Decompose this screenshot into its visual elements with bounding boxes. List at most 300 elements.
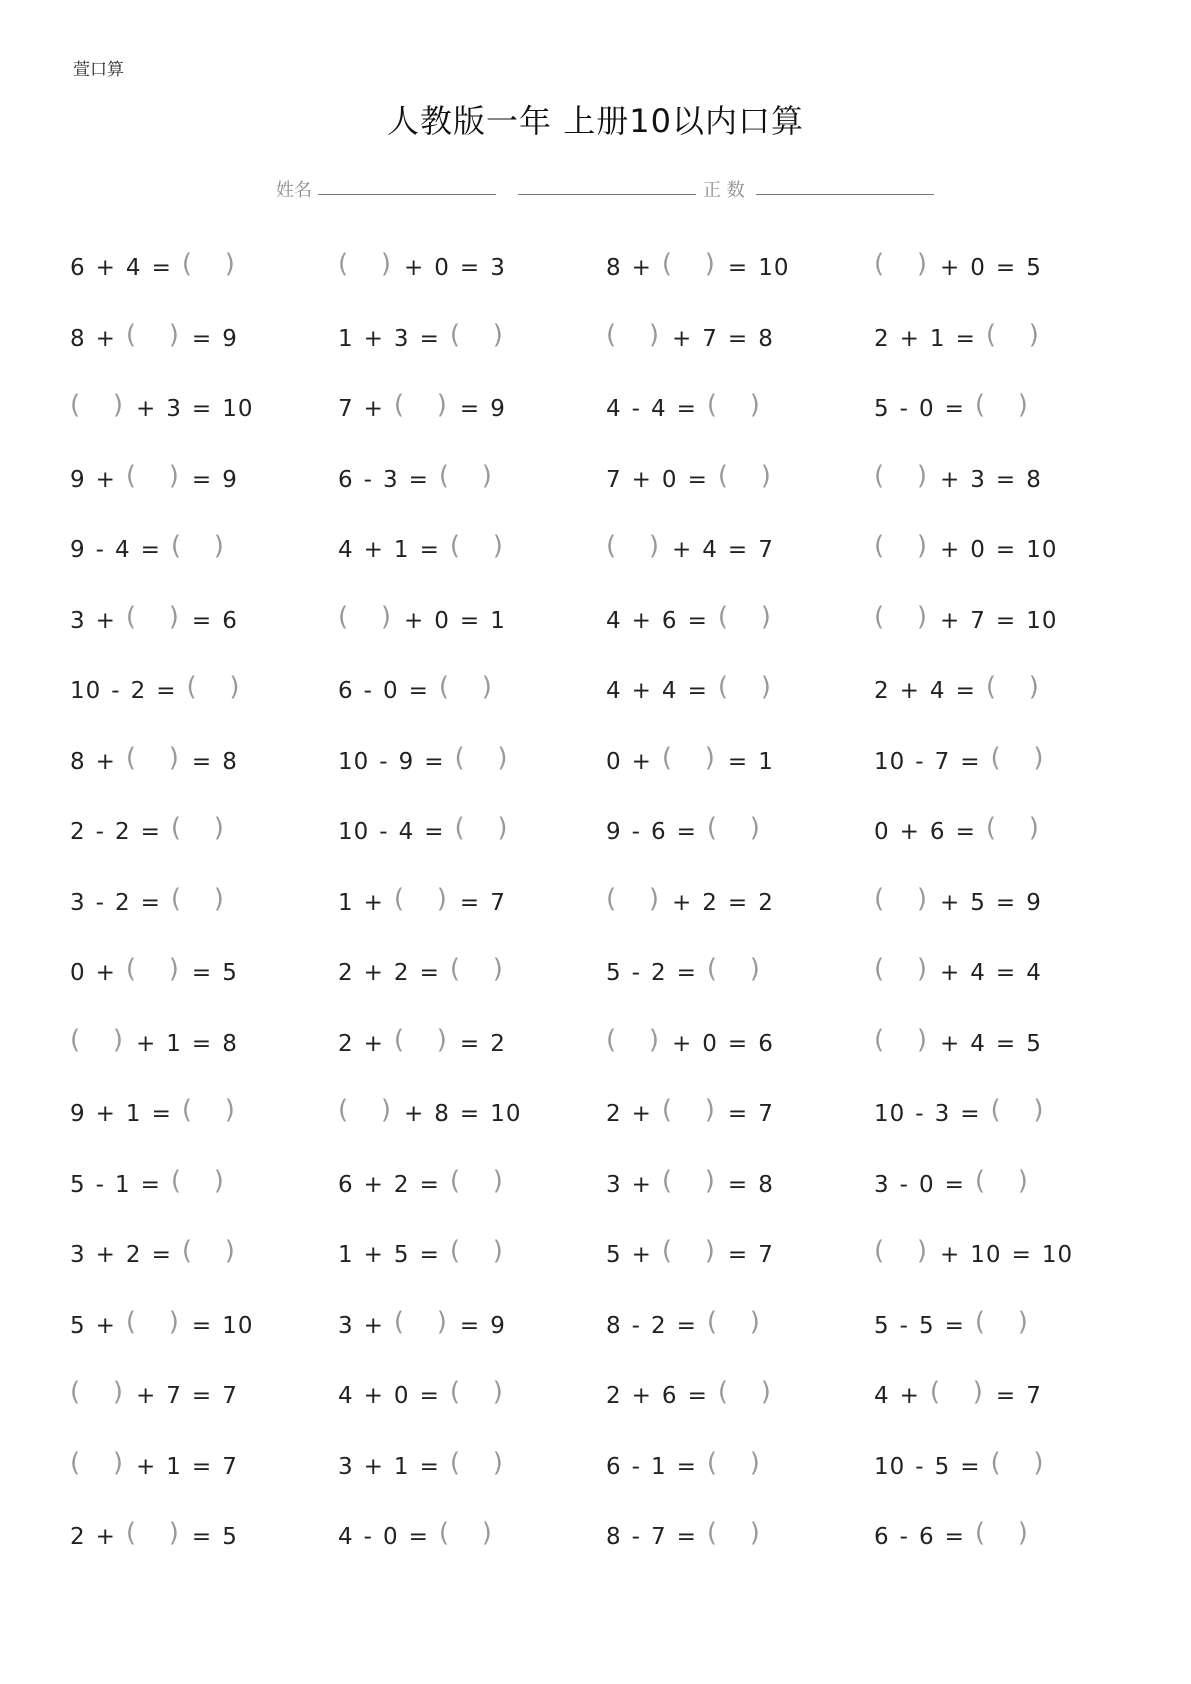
operator: +	[95, 960, 116, 986]
number: 7	[222, 1453, 238, 1480]
operator: +	[672, 889, 693, 916]
number: 2	[338, 960, 354, 986]
operator: =	[191, 1312, 213, 1339]
close-paren: )	[497, 742, 509, 773]
operator: +	[363, 1383, 384, 1409]
close-paren: )	[916, 531, 928, 561]
close-paren: )	[704, 742, 716, 773]
answer-blank[interactable]	[126, 461, 180, 491]
close-paren: )	[168, 742, 180, 773]
open-paren: (	[181, 1236, 193, 1266]
problem	[874, 319, 1052, 359]
problem	[70, 1235, 248, 1275]
operator: -	[631, 819, 641, 845]
open-paren: (	[974, 1165, 987, 1196]
problem-row	[70, 460, 1150, 531]
close-paren: )	[492, 1447, 504, 1478]
answer-blank[interactable]	[991, 1095, 1045, 1125]
operator: +	[940, 255, 961, 281]
answer-blank[interactable]	[171, 884, 225, 914]
operator: =	[995, 466, 1017, 493]
open-paren: (	[438, 1518, 451, 1548]
answer-blank[interactable]	[182, 1236, 236, 1266]
answer-blank[interactable]	[986, 320, 1040, 350]
number: 9	[398, 748, 415, 775]
operator: +	[363, 1030, 384, 1057]
close-paren: )	[492, 954, 504, 984]
problem	[338, 1235, 516, 1275]
close-paren: )	[749, 1518, 761, 1548]
number: 0	[393, 1383, 410, 1409]
operator: -	[379, 748, 389, 775]
answer-blank[interactable]	[707, 1307, 761, 1337]
problem	[874, 812, 1052, 852]
answer-blank[interactable]	[171, 813, 225, 843]
answer-blank[interactable]	[450, 1166, 504, 1196]
number: 0	[382, 1524, 399, 1550]
operator: =	[944, 1524, 965, 1550]
answer-blank[interactable]	[707, 954, 761, 984]
name-label: 姓名	[276, 180, 312, 201]
open-paren: (	[449, 531, 461, 561]
operator: -	[95, 819, 105, 845]
open-paren: (	[454, 813, 466, 843]
number: 8	[222, 748, 238, 775]
number: 4	[606, 678, 622, 704]
problem	[70, 1094, 248, 1134]
operator: =	[151, 1242, 172, 1268]
close-paren: )	[112, 1024, 124, 1055]
problem-row	[70, 530, 1150, 601]
header-tag: 萱口算	[73, 60, 124, 80]
operator: +	[363, 889, 384, 916]
answer-blank[interactable]	[874, 884, 928, 914]
operator: +	[136, 1383, 157, 1409]
number: 5	[393, 1242, 410, 1268]
number: 5	[970, 889, 986, 916]
open-paren: (	[338, 1095, 350, 1125]
number: 4	[398, 819, 415, 845]
number: 0	[970, 255, 986, 281]
number: 10	[338, 819, 370, 845]
operator: =	[419, 325, 440, 352]
problem	[70, 460, 248, 500]
answer-blank[interactable]	[126, 954, 180, 984]
problem	[70, 530, 237, 570]
answer-blank[interactable]	[707, 390, 761, 420]
answer-blank[interactable]	[707, 813, 761, 843]
answer-blank[interactable]	[439, 672, 493, 702]
answer-blank[interactable]	[874, 954, 928, 984]
number: 4	[338, 1383, 354, 1409]
problem-row	[70, 1235, 1150, 1306]
answer-blank[interactable]	[338, 602, 392, 632]
answer-blank[interactable]	[718, 1377, 772, 1407]
number: 5	[222, 1524, 238, 1550]
problem	[606, 389, 773, 429]
number: 6	[606, 1453, 622, 1480]
number: 2	[874, 325, 890, 352]
number: 8	[758, 325, 774, 352]
open-paren: (	[454, 742, 466, 773]
open-paren: (	[393, 1024, 406, 1055]
open-paren: (	[985, 813, 997, 843]
number: 3	[338, 1312, 354, 1339]
operator: =	[151, 255, 172, 281]
close-paren: )	[1017, 1518, 1029, 1548]
operator: =	[140, 537, 161, 563]
close-paren: )	[972, 1377, 984, 1407]
answer-blank[interactable]	[662, 1236, 716, 1266]
problem-row	[70, 1306, 1150, 1377]
operator: +	[136, 1030, 157, 1057]
answer-blank[interactable]	[450, 1236, 504, 1266]
operator: =	[727, 748, 749, 775]
number: 1	[125, 1101, 142, 1127]
answer-blank[interactable]	[394, 1307, 448, 1337]
answer-blank[interactable]	[662, 1166, 716, 1196]
operator: +	[899, 819, 920, 845]
operator: =	[995, 1030, 1017, 1057]
problem	[338, 1306, 516, 1346]
number: 3	[166, 396, 182, 422]
problem-row	[70, 1165, 1150, 1236]
open-paren: (	[706, 1518, 719, 1548]
problem	[70, 953, 248, 993]
answer-blank[interactable]	[718, 461, 772, 491]
answer-blank[interactable]	[707, 1448, 761, 1478]
answer-blank[interactable]	[606, 320, 660, 350]
number: 0	[70, 960, 86, 986]
operator: =	[191, 466, 213, 493]
answer-blank[interactable]	[126, 602, 180, 632]
number: 8	[70, 748, 86, 775]
number: 7	[490, 889, 506, 916]
answer-blank[interactable]	[718, 602, 772, 632]
close-paren: )	[1017, 390, 1029, 420]
number: 7	[934, 748, 951, 775]
open-paren: (	[661, 1095, 674, 1125]
answer-blank[interactable]	[707, 1518, 761, 1548]
number: 5	[918, 1312, 935, 1339]
close-paren: )	[1033, 742, 1045, 773]
problem	[874, 671, 1052, 711]
answer-blank[interactable]	[662, 1095, 716, 1125]
number: 7	[606, 466, 622, 493]
operator: +	[631, 607, 652, 634]
close-paren: )	[704, 249, 716, 279]
open-paren: (	[929, 1377, 942, 1407]
operator: +	[940, 537, 961, 563]
operator: +	[95, 748, 116, 775]
problem	[70, 1306, 263, 1346]
answer-blank[interactable]	[70, 390, 124, 420]
answer-blank[interactable]	[450, 1377, 504, 1407]
open-paren: (	[874, 1024, 886, 1055]
open-paren: (	[874, 601, 886, 632]
answer-blank[interactable]	[606, 1025, 660, 1055]
operator: +	[404, 255, 425, 281]
number: 7	[758, 537, 774, 563]
operator: +	[899, 678, 920, 704]
number: 4	[650, 396, 667, 422]
answer-blank[interactable]	[450, 531, 504, 561]
answer-blank[interactable]	[394, 884, 448, 914]
answer-blank[interactable]	[126, 1307, 180, 1337]
answer-blank[interactable]	[986, 813, 1040, 843]
answer-blank[interactable]	[187, 672, 241, 702]
close-paren: )	[492, 1377, 504, 1407]
answer-blank[interactable]	[394, 390, 448, 420]
answer-blank[interactable]	[70, 1448, 124, 1478]
problem	[874, 1447, 1057, 1487]
answer-blank[interactable]	[874, 1025, 928, 1055]
problem	[70, 671, 253, 711]
problem	[338, 883, 516, 923]
answer-blank[interactable]	[394, 1025, 448, 1055]
operator: =	[459, 1312, 481, 1339]
problem	[338, 812, 521, 852]
operator: =	[995, 960, 1017, 986]
problem	[874, 1165, 1041, 1205]
number: 2	[125, 1242, 142, 1268]
score-label: 正 数	[703, 180, 745, 201]
problem	[606, 1517, 773, 1557]
operator: +	[95, 1101, 116, 1127]
close-paren: )	[224, 249, 236, 279]
answer-blank[interactable]	[930, 1377, 984, 1407]
open-paren: (	[706, 813, 719, 843]
problem	[606, 953, 773, 993]
number: 2	[393, 960, 410, 986]
close-paren: )	[1033, 1095, 1045, 1125]
operator: -	[899, 1312, 909, 1339]
problem-row	[70, 1517, 1150, 1588]
problem	[874, 248, 1052, 288]
answer-blank[interactable]	[975, 1166, 1029, 1196]
open-paren: (	[717, 460, 729, 491]
answer-blank[interactable]	[718, 672, 772, 702]
close-paren: )	[213, 531, 225, 561]
open-paren: (	[170, 883, 183, 914]
number: 6	[758, 1030, 774, 1057]
answer-blank[interactable]	[606, 884, 660, 914]
operator: +	[940, 1030, 961, 1057]
number: 9	[70, 1101, 86, 1127]
answer-blank[interactable]	[338, 1095, 392, 1125]
problem	[338, 248, 516, 288]
answer-blank[interactable]	[439, 461, 493, 491]
answer-blank[interactable]	[70, 1377, 124, 1407]
operator: +	[631, 678, 652, 704]
number: 3	[606, 1171, 622, 1198]
operator: =	[995, 607, 1017, 634]
operator: +	[940, 1242, 961, 1268]
answer-blank[interactable]	[662, 743, 716, 773]
operator: +	[899, 1383, 920, 1409]
answer-blank[interactable]	[171, 531, 225, 561]
answer-blank[interactable]	[182, 1095, 236, 1125]
open-paren: (	[661, 1165, 674, 1196]
number: 5	[222, 960, 238, 986]
close-paren: )	[436, 1024, 448, 1055]
problem-row	[70, 248, 1150, 319]
number: 7	[970, 607, 986, 634]
operator: +	[363, 1312, 384, 1339]
open-paren: (	[990, 1095, 1002, 1125]
score-line[interactable]	[756, 194, 934, 195]
close-paren: )	[380, 1095, 392, 1125]
close-paren: )	[760, 601, 772, 632]
operator: =	[459, 396, 481, 422]
problem	[338, 1094, 531, 1134]
close-paren: )	[760, 1377, 772, 1407]
answer-blank[interactable]	[874, 461, 928, 491]
number: 4	[606, 396, 622, 422]
open-paren: (	[125, 1518, 138, 1548]
problem-row	[70, 319, 1150, 390]
operator: +	[95, 607, 116, 634]
answer-blank[interactable]	[455, 813, 509, 843]
operator: +	[631, 1171, 652, 1198]
number: 0	[918, 1171, 935, 1198]
open-paren: (	[449, 1165, 461, 1196]
problem	[874, 601, 1067, 641]
number: 7	[338, 396, 354, 422]
answer-blank[interactable]	[450, 320, 504, 350]
number: 1	[490, 607, 506, 634]
open-paren: (	[393, 883, 406, 914]
close-paren: )	[1033, 1447, 1045, 1478]
operator: =	[140, 1171, 161, 1198]
answer-blank[interactable]	[182, 249, 236, 279]
close-paren: )	[112, 390, 124, 420]
open-paren: (	[874, 1236, 886, 1266]
number: 2	[606, 1383, 622, 1409]
close-paren: )	[224, 1095, 236, 1125]
operator: -	[915, 1453, 925, 1480]
answer-blank[interactable]	[126, 743, 180, 773]
problem	[606, 883, 784, 923]
problem-row	[70, 671, 1150, 742]
number: 2	[490, 1030, 506, 1057]
problem	[874, 389, 1041, 429]
open-paren: (	[125, 601, 138, 632]
operator: =	[955, 678, 976, 704]
close-paren: )	[749, 1447, 761, 1478]
problem	[70, 742, 248, 782]
problem	[606, 1094, 784, 1134]
answer-blank[interactable]	[606, 531, 660, 561]
operator: +	[940, 960, 961, 986]
problem	[70, 1517, 248, 1557]
number: 6	[918, 1524, 935, 1550]
operator: =	[727, 1242, 749, 1268]
operator: +	[672, 1030, 693, 1057]
answer-blank[interactable]	[126, 320, 180, 350]
open-paren: (	[874, 954, 886, 984]
answer-blank[interactable]	[70, 1025, 124, 1055]
number: 10	[490, 1101, 522, 1127]
answer-blank[interactable]	[975, 1307, 1029, 1337]
number: 10	[1026, 607, 1058, 634]
number: 5	[606, 1242, 622, 1268]
open-paren: (	[974, 1518, 987, 1548]
answer-blank[interactable]	[975, 1518, 1029, 1548]
operator: =	[676, 396, 697, 422]
operator: =	[727, 255, 749, 281]
answer-blank[interactable]	[991, 1448, 1045, 1478]
number: 7	[758, 1242, 774, 1268]
problem	[70, 1024, 248, 1064]
operator: +	[940, 466, 961, 493]
open-paren: (	[70, 1377, 82, 1407]
problem	[606, 1376, 784, 1416]
close-paren: )	[648, 883, 660, 914]
answer-blank[interactable]	[126, 1518, 180, 1548]
close-paren: )	[436, 390, 448, 420]
number: 7	[650, 1524, 667, 1550]
open-paren: (	[606, 1024, 618, 1055]
answer-blank[interactable]	[450, 954, 504, 984]
number: 4	[661, 678, 678, 704]
answer-blank[interactable]	[874, 249, 928, 279]
answer-blank[interactable]	[991, 743, 1045, 773]
close-paren: )	[481, 1518, 493, 1548]
number: 3	[382, 466, 399, 493]
answer-blank[interactable]	[874, 531, 928, 561]
operator: -	[631, 1453, 641, 1480]
problem-row	[70, 742, 1150, 813]
answer-blank[interactable]	[171, 1166, 225, 1196]
answer-blank[interactable]	[450, 1448, 504, 1478]
page-title: 人教版一年 上册10以内口算	[387, 102, 804, 140]
number: 2	[702, 889, 718, 916]
close-paren: )	[760, 460, 772, 491]
operator: +	[363, 1242, 384, 1268]
number: 8	[606, 1312, 622, 1339]
open-paren: (	[125, 742, 138, 773]
operator: -	[631, 396, 641, 422]
answer-blank[interactable]	[439, 1518, 493, 1548]
number: 2	[650, 960, 667, 986]
number: 10	[70, 678, 102, 704]
class-line[interactable]	[518, 194, 696, 195]
answer-blank[interactable]	[986, 672, 1040, 702]
operator: +	[95, 1242, 116, 1268]
open-paren: (	[874, 249, 886, 279]
number: 2	[606, 1101, 622, 1127]
number: 1	[929, 325, 946, 352]
answer-blank[interactable]	[874, 602, 928, 632]
operator: -	[379, 819, 389, 845]
open-paren: (	[186, 672, 198, 702]
number: 9	[70, 466, 86, 493]
answer-blank[interactable]	[662, 249, 716, 279]
number: 4	[970, 960, 986, 986]
answer-blank[interactable]	[874, 1236, 928, 1266]
number: 10	[970, 1242, 1002, 1268]
operator: -	[631, 960, 641, 986]
number: 2	[874, 678, 890, 704]
answer-blank[interactable]	[975, 390, 1029, 420]
number: 5	[1026, 1030, 1042, 1057]
answer-blank[interactable]	[455, 743, 509, 773]
answer-blank[interactable]	[338, 249, 392, 279]
problem	[338, 1517, 505, 1557]
name-line[interactable]	[318, 194, 496, 195]
number: 8	[606, 1524, 622, 1550]
